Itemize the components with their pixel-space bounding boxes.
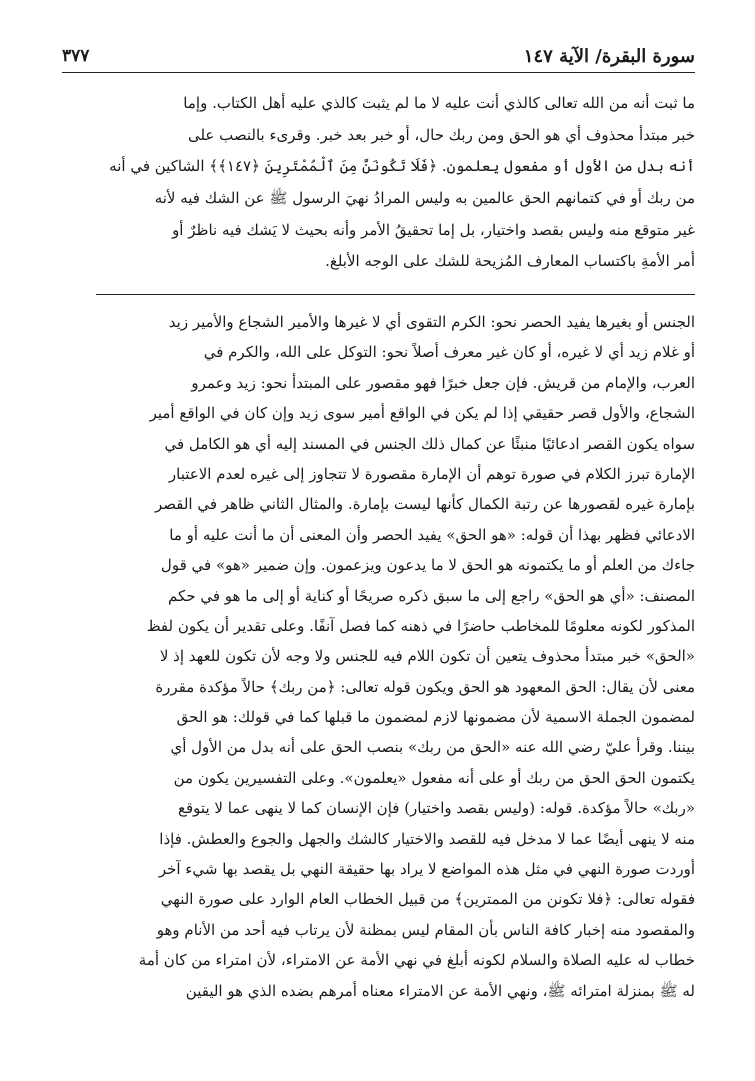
commentary-line: بإمارة غيره لقصورها عن رتبة الكمال كأنها ليست بإمارة. والمثال الثاني ظاهر في القصر (154, 495, 695, 514)
commentary-line: معنى لأن يقال: الحق المعهود هو الحق ويكون قوله تعالى: ﴿من ربك﴾ حالاً مؤكدة مقررة (155, 677, 695, 696)
page-header (62, 42, 695, 73)
main-line: غير متوقع منه وليس بقصد واختيار، بل إما تحقيقُ الأمر وأنه بحيث لا يَشك فيه ناظرٌ أو (172, 220, 695, 239)
commentary-line: الإمارة تبرز الكلام في صورة توهم أن الإمارة مقصورة لا تتجاوز إلى غيره لعدم الاعتبار (168, 464, 695, 483)
commentary-line: الشجاع، والأول قصر حقيقي إذا لم يكن في الواقع أمير سوى زيد وإن كان في الواقع أمير (149, 404, 695, 423)
main-line: أمر الأمةِ باكتساب المعارف المُزيحة للشك على الوجه الأبلغ. (325, 252, 695, 271)
commentary-line: سواه يكون القصر ادعائيًا منبئًا عن كمال ذلك الجنس في المسند إليه أي هو الكامل في (164, 434, 695, 453)
commentary-line: خطاب له عليه الصلاة والسلام لكونه أبلغ في نهي الأمة عن الامتراء، لأن امتراء من كان أمة (138, 951, 695, 970)
main-line: أنه بدل من الأول أو مفعول يعلمون. ﴿فَلَا تَكُونَنَّ مِنَ ٱلْمُمْتَرِينَ ﴿١٤٧﴾﴾ الشاكين في أنه (109, 157, 695, 176)
commentary-line: له ﷺ بمنزلة امترائه ﷺ، ونهي الأمة عن الامتراء معناه أمرهم بضده الذي هو اليقين (185, 981, 695, 1000)
surah-title: سورة البقرة/ الآية ١٤٧ (523, 46, 695, 67)
commentary-line: بيننا. وقرأ عليّ رضي الله عنه «الحق من ربك» بنصب الحق على أنه بدل من الأول أي (170, 738, 695, 757)
commentary-line: الادعائي فظهر بهذا أن قوله: «هو الحق» يفيد الحصر وأن المعنى أن ما أنت عليه أو ما (169, 525, 695, 544)
commentary-line: العرب، والإمام من قريش. فإن جعل خبرًا فهو مقصور على المبتدأ نحو: زيد وعمرو (191, 373, 695, 392)
commentary-line: أوردت صورة النهي في مثل هذه المواضع لا يراد بها حقيقة النهي بل يقصد بها شيء آخر (158, 860, 695, 879)
commentary-line: يكتمون الحق الحق من ربك أو على أنه مفعول «يعلمون». وعلى التفسيرين يكون من (173, 768, 695, 787)
commentary-line: الجنس أو بغيرها يفيد الحصر نحو: الكرم التقوى أي لا غيرها والأمير الشجاع والأمير زيد (168, 313, 695, 331)
commentary-line: «الحق» خبر مبتدأ محذوف يتعين أن تكون اللام فيه للجنس ولا وجه لأن تكون للعهد إذ لا (159, 647, 695, 666)
main-line: خبر مبتدأ محذوف أي هو الحق ومن ربك حال، أو خبر بعد خبر. وقرىء بالنصب على (187, 125, 695, 144)
commentary-line: والمقصود منه إخبار كافة الناس بأن المقام ليس بمظنة لأن يرتاب فيه أحد من الأنام وهو (156, 920, 695, 939)
commentary-line: المذكور لكونه معلومًا للمخاطب حاضرًا في ذهنه كما فصل آنفًا. وعلى تقدير أن يكون لفظ (146, 616, 695, 635)
commentary-line: فقوله تعالى: ﴿فلا تكونن من الممترين﴾ من قبيل الخطاب العام الوارد على صورة النهي (160, 890, 695, 909)
commentary-line: منه لا ينهى أيضًا عما لا مدخل فيه للقصد والاختيار كالشك والجهل والجوع والعطش. فإذا (159, 829, 695, 848)
commentary-line: لمضمون الجملة الاسمية لأن مضمونها لازم لمضمون ما قبلها كما في قولك: هو الحق (176, 708, 695, 727)
commentary-line: المصنف: «أي هو الحق» راجع إلى ما سبق ذكره صريحًا أو كناية أو إلى ما هو في حكم (168, 586, 695, 605)
section-divider (96, 294, 695, 295)
main-line: ما ثبت أنه من الله تعالى كالذي أنت عليه لا ما لم يثبت كالذي عليه أهل الكتاب. وإما (183, 94, 695, 112)
commentary-line: جاءك من العلم أو ما يكتمونه هو الحق لا ما يدعون ويزعمون. وإن ضمير «هو» في قول (160, 556, 695, 575)
commentary-text (62, 307, 695, 1006)
commentary-line: أو غلام زيد أي لا غيره، أو كان غير معرف أصلاً نحو: التوكل على الله، والكرم في (203, 343, 695, 362)
page-number: ٣٧٧ (62, 46, 90, 66)
main-text (62, 88, 695, 278)
main-line: من ربك أو في كتمانهم الحق عالمين به وليس المرادُ نهيَ الرسول ﷺ عن الشك فيه لأنه (154, 189, 695, 208)
commentary-line: «ربك» حالاً مؤكدة. قوله: (وليس بقصد واختيار) فإن الإنسان كما لا ينهى عما لا يتوقع (178, 799, 695, 818)
